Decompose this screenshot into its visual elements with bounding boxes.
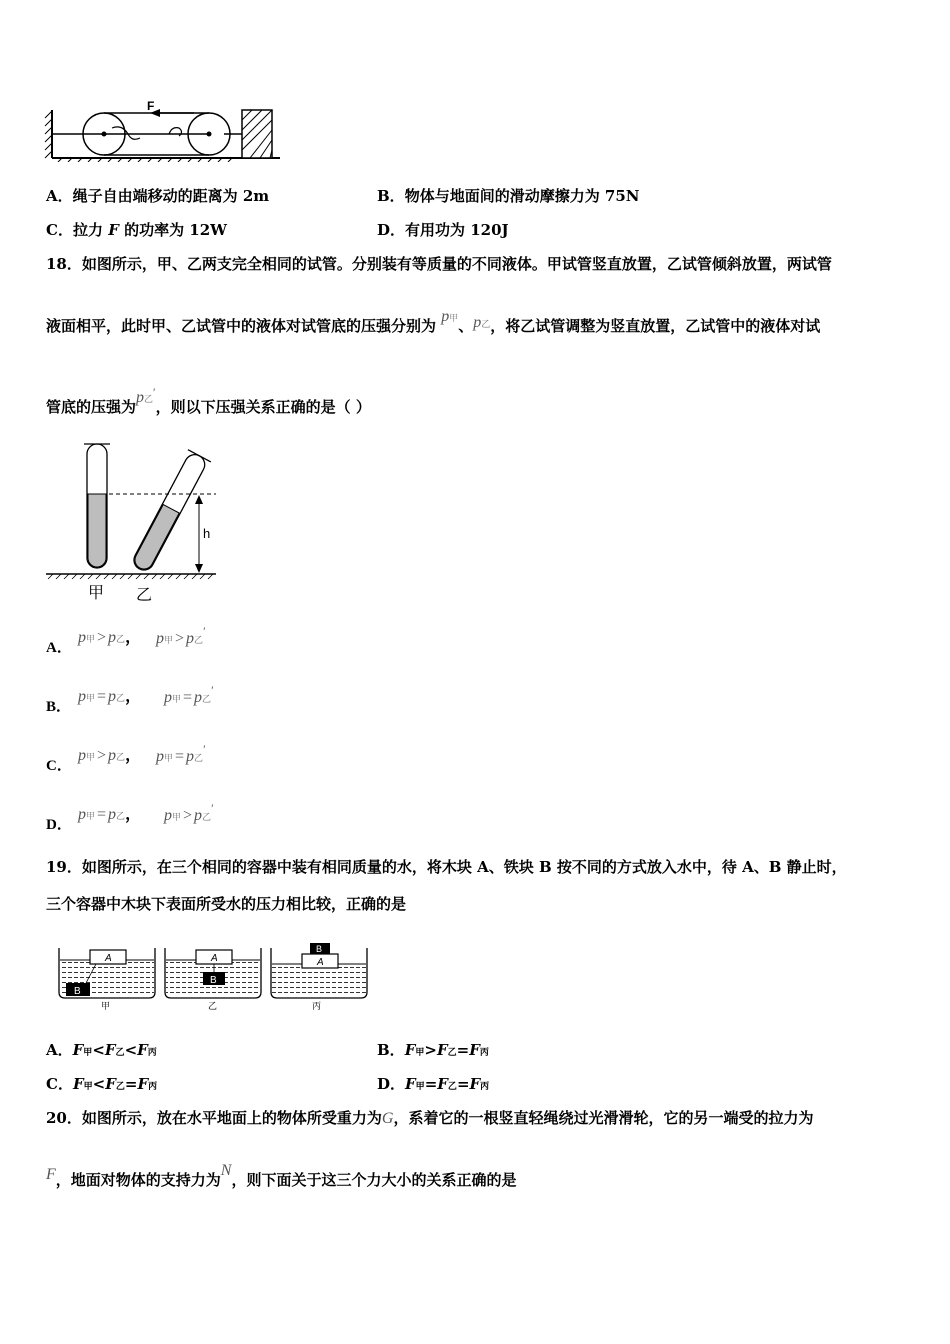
q18-line-1: 18．如图所示，甲、乙两支完全相同的试管。分别装有等质量的不同液体。甲试管竖直放置，乙试管倾斜放置，两试管 xyxy=(46,255,832,273)
container-bing-label: 丙 xyxy=(312,1001,322,1011)
q17-option-c[interactable]: C．拉力 F 的功率为 12W xyxy=(46,221,228,239)
test-tube-figure xyxy=(44,440,224,604)
block-a-yi: A xyxy=(211,953,218,964)
container-yi-label: 乙 xyxy=(208,1001,218,1011)
q18-line-2: 液面相平，此时甲、乙试管中的液体对试管底的压强分别为 p甲、p乙，将乙试管调整为竖直放置，乙试管中的液体对试 xyxy=(46,308,821,335)
q20-line-2: F，地面对物体的支持力为N，则下面关于这三个力大小的关系正确的是 xyxy=(46,1162,517,1189)
g-symbol: G xyxy=(381,1110,394,1127)
q18-option-d[interactable]: D． p甲 = p乙， p甲 > p乙′ xyxy=(46,801,214,833)
block-b-yi: B xyxy=(210,975,217,986)
p-jia-symbol: p甲 xyxy=(441,308,459,325)
n-symbol: N xyxy=(220,1162,232,1179)
block-a-jia: A xyxy=(105,953,112,964)
q17-option-a[interactable]: A．绳子自由端移动的距离为 2m xyxy=(46,187,270,205)
q19-option-a[interactable]: A．F甲<F乙<F丙 xyxy=(46,1041,157,1059)
q19-line-1: 19．如图所示，在三个相同的容器中装有相同质量的水，将木块 A、铁块 B 按不同的方式放入水中，待 A、B 静止时， xyxy=(46,858,847,876)
q17-option-d[interactable]: D．有用功为 120J xyxy=(377,221,509,239)
tube-jia-label: 甲 xyxy=(88,585,105,602)
q18-option-a[interactable]: A． p甲 > p乙， p甲 > p乙′ xyxy=(46,624,206,656)
p-yi-prime-symbol: p乙′ xyxy=(136,385,156,406)
q19-option-c[interactable]: C．F甲<F乙=F丙 xyxy=(46,1075,158,1093)
containers-figure xyxy=(56,940,370,1012)
q17-option-b[interactable]: B．物体与地面间的滑动摩擦力为 75N xyxy=(377,187,640,205)
q19-option-d[interactable]: D．F甲=F乙=F丙 xyxy=(377,1075,490,1093)
q18-option-b[interactable]: B． p甲 = p乙， p甲 = p乙′ xyxy=(46,683,214,715)
q20-line-1: 20．如图所示，放在水平地面上的物体所受重力为G，系着它的一根竖直轻绳绕过光滑滑轮，它的另一端受的拉力为 xyxy=(46,1109,814,1127)
q19-line-2: 三个容器中木块下表面所受水的压力相比较，正确的是 xyxy=(46,895,407,913)
pulley-figure xyxy=(44,98,284,162)
block-a-bing: A xyxy=(317,957,324,968)
tube-yi-label: 乙 xyxy=(136,587,153,604)
block-b-jia: B xyxy=(74,986,81,997)
block-b-bing: B xyxy=(316,944,323,954)
q18-option-c[interactable]: C． p甲 > p乙， p甲 = p乙′ xyxy=(46,742,206,774)
q18-line-3: 管底的压强为p乙′，则以下压强关系正确的是（ ） xyxy=(46,385,371,416)
f-symbol: F xyxy=(46,1166,56,1183)
q19-option-b[interactable]: B．F甲>F乙=F丙 xyxy=(377,1041,489,1059)
container-jia-label: 甲 xyxy=(101,1001,111,1011)
p-yi-symbol: p乙 xyxy=(473,314,491,331)
h-label: h xyxy=(203,526,211,541)
force-label: F xyxy=(147,99,155,113)
